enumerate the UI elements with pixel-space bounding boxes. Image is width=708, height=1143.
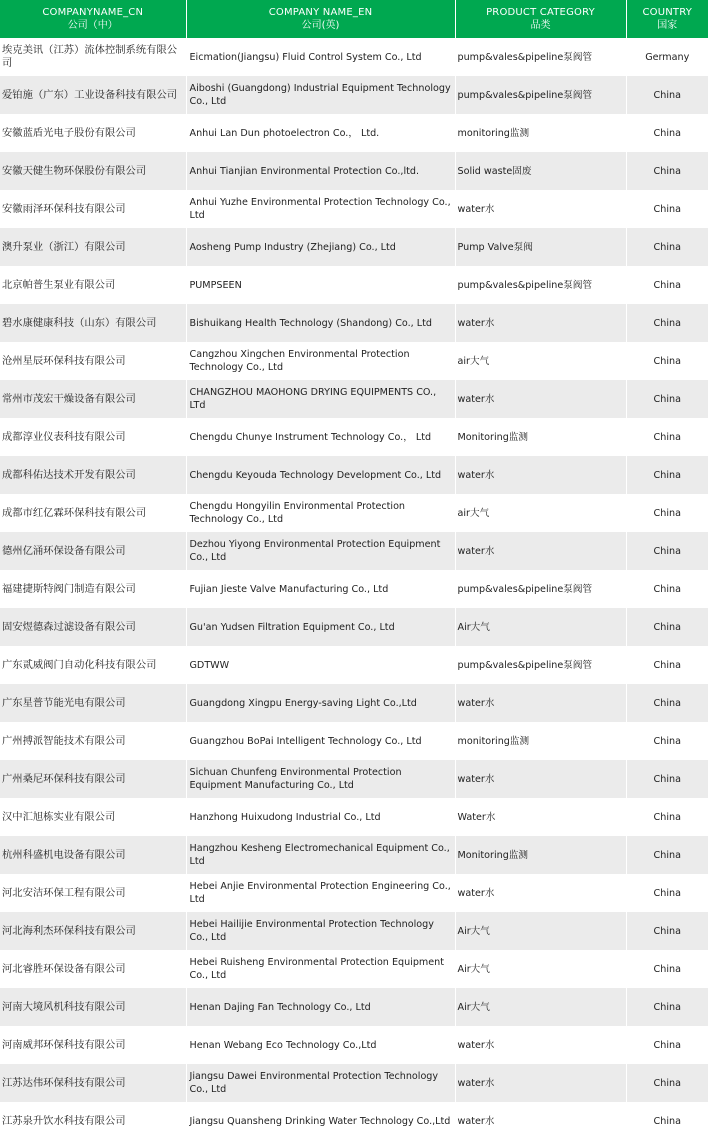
- header-company-cn-cn: 公司（中）: [67, 20, 118, 31]
- table-row: [0, 114, 708, 152]
- table-row: [0, 304, 708, 342]
- company-name-en-cell: Bishuikang Health Technology (Shandong) Co., Ltd: [186, 304, 455, 342]
- country-cell: China: [626, 114, 708, 152]
- company-name-cn-cell: 沧州星辰环保科技有限公司: [0, 342, 186, 380]
- table-row: [0, 76, 708, 114]
- company-name-cn-cell: 北京帕普生泵业有限公司: [0, 266, 186, 304]
- table-row: [0, 722, 708, 760]
- category-cell: pump&vales&pipeline泵阀管: [455, 76, 626, 114]
- company-name-cn-cell: 常州市茂宏干燥设备有限公司: [0, 380, 186, 418]
- table-row: [0, 380, 708, 418]
- header-country: [626, 0, 708, 38]
- country-cell: China: [626, 380, 708, 418]
- table-row: [0, 532, 708, 570]
- country-cell: China: [626, 988, 708, 1026]
- country-cell: China: [626, 190, 708, 228]
- company-name-en-cell: Anhui Yuzhe Environmental Protection Technology Co., Ltd: [186, 190, 455, 228]
- country-cell: China: [626, 874, 708, 912]
- category-cell: pump&vales&pipeline泵阀管: [455, 38, 626, 76]
- country-cell: China: [626, 1026, 708, 1064]
- company-name-en-cell: Hebei Ruisheng Environmental Protection Equipment Co., Ltd: [186, 950, 455, 988]
- country-cell: China: [626, 76, 708, 114]
- country-cell: China: [626, 684, 708, 722]
- country-cell: China: [626, 494, 708, 532]
- header-category: [455, 0, 626, 38]
- table-row: [0, 646, 708, 684]
- company-name-cn-cell: 成都淳业仪表科技有限公司: [0, 418, 186, 456]
- company-name-en-cell: Dezhou Yiyong Environmental Protection Equipment Co., Ltd: [186, 532, 455, 570]
- company-name-cn-cell: 广东星普节能光电有限公司: [0, 684, 186, 722]
- header-country-en: COUNTRY: [642, 7, 693, 18]
- company-name-en-cell: Aosheng Pump Industry (Zhejiang) Co., Ltd: [186, 228, 455, 266]
- country-cell: China: [626, 608, 708, 646]
- category-cell: air大气: [455, 494, 626, 532]
- table-row: [0, 950, 708, 988]
- category-cell: water水: [455, 190, 626, 228]
- company-name-cn-cell: 杭州科盛机电设备有限公司: [0, 836, 186, 874]
- country-cell: China: [626, 342, 708, 380]
- table-row: [0, 1026, 708, 1064]
- country-cell: China: [626, 760, 708, 798]
- category-cell: water水: [455, 532, 626, 570]
- country-cell: China: [626, 228, 708, 266]
- table-row: [0, 836, 708, 874]
- company-name-en-cell: Jiangsu Quansheng Drinking Water Technology Co.,Ltd: [186, 1102, 455, 1140]
- header-company-en: [186, 0, 455, 38]
- table-row: [0, 266, 708, 304]
- company-name-cn-cell: 河北海利杰环保科技有限公司: [0, 912, 186, 950]
- category-cell: water水: [455, 1064, 626, 1102]
- company-name-en-cell: Chengdu Chunye Instrument Technology Co.， Ltd: [186, 418, 455, 456]
- company-name-cn-cell: 成都市红亿霖环保科技有限公司: [0, 494, 186, 532]
- company-name-cn-cell: 澳升泵业（浙江）有限公司: [0, 228, 186, 266]
- table-row: [0, 1102, 708, 1140]
- category-cell: pump&vales&pipeline泵阀管: [455, 646, 626, 684]
- category-cell: water水: [455, 456, 626, 494]
- country-cell: China: [626, 266, 708, 304]
- table-row: [0, 38, 708, 76]
- category-cell: Water水: [455, 798, 626, 836]
- category-cell: water水: [455, 1102, 626, 1140]
- table-row: [0, 228, 708, 266]
- table-row: [0, 608, 708, 646]
- company-name-cn-cell: 安徽蓝盾光电子股份有限公司: [0, 114, 186, 152]
- company-name-cn-cell: 广州搏派智能技术有限公司: [0, 722, 186, 760]
- table-row: [0, 1064, 708, 1102]
- category-cell: water水: [455, 380, 626, 418]
- header-category-cn: 品类: [530, 20, 551, 31]
- company-name-cn-cell: 安徽天健生物环保股份有限公司: [0, 152, 186, 190]
- company-name-en-cell: Henan Webang Eco Technology Co.,Ltd: [186, 1026, 455, 1064]
- company-name-cn-cell: 河南大境风机科技有限公司: [0, 988, 186, 1026]
- company-name-en-cell: Guangzhou BoPai Intelligent Technology Co., Ltd: [186, 722, 455, 760]
- company-name-cn-cell: 河北安洁环保工程有限公司: [0, 874, 186, 912]
- company-name-cn-cell: 埃克美讯（江苏）流体控制系统有限公司: [0, 38, 186, 76]
- category-cell: water水: [455, 304, 626, 342]
- company-name-en-cell: Sichuan Chunfeng Environmental Protection Equipment Manufacturing Co., Ltd: [186, 760, 455, 798]
- company-name-en-cell: Anhui Lan Dun photoelectron Co.， Ltd.: [186, 114, 455, 152]
- company-name-cn-cell: 安徽雨泽环保科技有限公司: [0, 190, 186, 228]
- company-name-en-cell: Chengdu Keyouda Technology Development Co., Ltd: [186, 456, 455, 494]
- header-company-en-cn: 公司(英): [301, 20, 340, 31]
- company-name-en-cell: Anhui Tianjian Environmental Protection Co.,ltd.: [186, 152, 455, 190]
- category-cell: air大气: [455, 342, 626, 380]
- company-name-cn-cell: 河北睿胜环保设备有限公司: [0, 950, 186, 988]
- company-name-cn-cell: 成都科佑达技术开发有限公司: [0, 456, 186, 494]
- company-name-en-cell: Chengdu Hongyilin Environmental Protection Technology Co., Ltd: [186, 494, 455, 532]
- company-name-en-cell: Cangzhou Xingchen Environmental Protection Technology Co., Ltd: [186, 342, 455, 380]
- country-cell: China: [626, 836, 708, 874]
- category-cell: monitoring监测: [455, 722, 626, 760]
- company-name-cn-cell: 广东贰威阀门自动化科技有限公司: [0, 646, 186, 684]
- category-cell: pump&vales&pipeline泵阀管: [455, 570, 626, 608]
- table-row: [0, 912, 708, 950]
- company-name-cn-cell: 江苏泉升饮水科技有限公司: [0, 1102, 186, 1140]
- company-name-en-cell: CHANGZHOU MAOHONG DRYING EQUIPMENTS CO., LTd: [186, 380, 455, 418]
- company-name-cn-cell: 碧水康健康科技（山东）有限公司: [0, 304, 186, 342]
- category-cell: water水: [455, 874, 626, 912]
- company-name-cn-cell: 江苏达伟环保科技有限公司: [0, 1064, 186, 1102]
- country-cell: China: [626, 456, 708, 494]
- table-row: [0, 190, 708, 228]
- category-cell: water水: [455, 760, 626, 798]
- category-cell: water水: [455, 684, 626, 722]
- header-company-cn: [0, 0, 186, 38]
- category-cell: Air大气: [455, 950, 626, 988]
- table-row: [0, 798, 708, 836]
- company-name-en-cell: Hebei Anjie Environmental Protection Engineering Co., Ltd: [186, 874, 455, 912]
- table-body: [0, 38, 708, 1140]
- category-cell: Monitoring监测: [455, 836, 626, 874]
- country-cell: China: [626, 646, 708, 684]
- category-cell: Air大气: [455, 912, 626, 950]
- category-cell: Pump Valve泵阀: [455, 228, 626, 266]
- category-cell: pump&vales&pipeline泵阀管: [455, 266, 626, 304]
- company-name-cn-cell: 广州桑尼环保科技有限公司: [0, 760, 186, 798]
- company-name-en-cell: Gu'an Yudsen Filtration Equipment Co., Ltd: [186, 608, 455, 646]
- company-name-en-cell: Guangdong Xingpu Energy-saving Light Co.,Ltd: [186, 684, 455, 722]
- table-row: [0, 988, 708, 1026]
- company-name-en-cell: Jiangsu Dawei Environmental Protection Technology Co., Ltd: [186, 1064, 455, 1102]
- country-cell: Germany: [626, 38, 708, 76]
- country-cell: China: [626, 1102, 708, 1140]
- company-name-cn-cell: 德州亿涌环保设备有限公司: [0, 532, 186, 570]
- company-name-cn-cell: 汉中汇旭栋实业有限公司: [0, 798, 186, 836]
- header-category-en: PRODUCT CATEGORY: [486, 7, 595, 18]
- country-cell: China: [626, 532, 708, 570]
- country-cell: China: [626, 912, 708, 950]
- category-cell: Solid waste固废: [455, 152, 626, 190]
- company-name-en-cell: Fujian Jieste Valve Manufacturing Co., Ltd: [186, 570, 455, 608]
- company-name-en-cell: Hebei Hailijie Environmental Protection Technology Co., Ltd: [186, 912, 455, 950]
- company-name-cn-cell: 河南威邦环保科技有限公司: [0, 1026, 186, 1064]
- company-name-en-cell: Eicmation(Jiangsu) Fluid Control System Co., Ltd: [186, 38, 455, 76]
- country-cell: China: [626, 152, 708, 190]
- table-row: [0, 684, 708, 722]
- table-row: [0, 570, 708, 608]
- company-name-en-cell: PUMPSEEN: [186, 266, 455, 304]
- company-name-cn-cell: 爱铂施（广东）工业设备科技有限公司: [0, 76, 186, 114]
- country-cell: China: [626, 418, 708, 456]
- company-name-en-cell: Henan Dajing Fan Technology Co., Ltd: [186, 988, 455, 1026]
- company-name-cn-cell: 固安煜德森过滤设备有限公司: [0, 608, 186, 646]
- country-cell: China: [626, 950, 708, 988]
- category-cell: Air大气: [455, 608, 626, 646]
- category-cell: water水: [455, 1026, 626, 1064]
- table-row: [0, 456, 708, 494]
- company-name-en-cell: GDTWW: [186, 646, 455, 684]
- country-cell: China: [626, 1064, 708, 1102]
- category-cell: monitoring监测: [455, 114, 626, 152]
- country-cell: China: [626, 570, 708, 608]
- table-row: [0, 342, 708, 380]
- country-cell: China: [626, 798, 708, 836]
- company-name-cn-cell: 福建捷斯特阀门制造有限公司: [0, 570, 186, 608]
- company-name-en-cell: Hanzhong Huixudong Industrial Co., Ltd: [186, 798, 455, 836]
- category-cell: Monitoring监测: [455, 418, 626, 456]
- table-row: [0, 418, 708, 456]
- category-cell: Air大气: [455, 988, 626, 1026]
- table-row: [0, 494, 708, 532]
- table-row: [0, 760, 708, 798]
- table-row: [0, 152, 708, 190]
- company-name-en-cell: Aiboshi (Guangdong) Industrial Equipment Technology Co., Ltd: [186, 76, 455, 114]
- table-row: [0, 874, 708, 912]
- company-name-en-cell: Hangzhou Kesheng Electromechanical Equipment Co., Ltd: [186, 836, 455, 874]
- country-cell: China: [626, 304, 708, 342]
- header-company-en-en: COMPANY NAME_EN: [268, 7, 373, 18]
- header-country-cn: 国家: [657, 20, 678, 31]
- header-company-cn-en: COMPANYNAME_CN: [42, 7, 144, 18]
- country-cell: China: [626, 722, 708, 760]
- header-row: [0, 0, 708, 38]
